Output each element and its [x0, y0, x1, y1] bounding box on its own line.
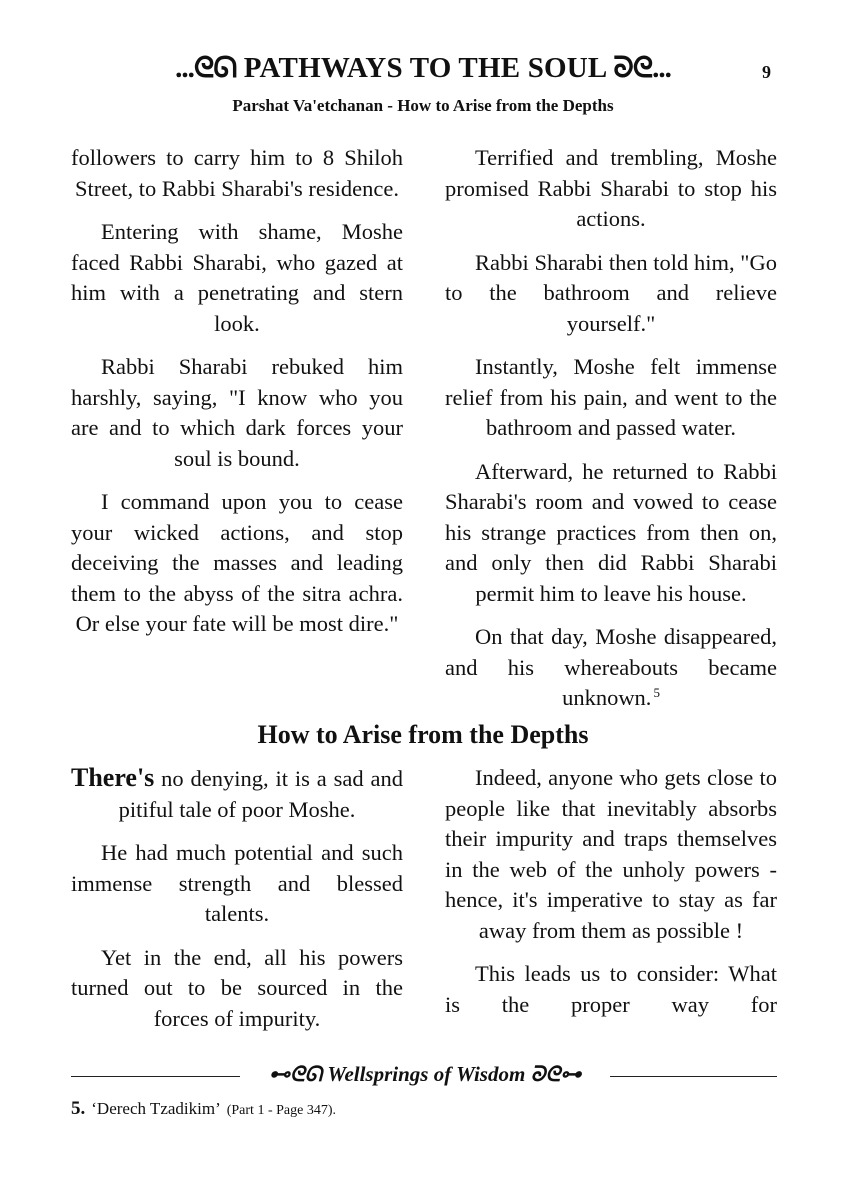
header-title-line [0, 52, 846, 85]
banner-ornament-right-icon: ᘐᘓ⊶ [530, 1062, 582, 1086]
footnote-source: ‘Derech Tzadikim’ [91, 1099, 221, 1118]
paragraph: Afterward, he returned to Rabbi Sharabi's room and vowed to cease his strange practices from then on, and only then did Rabbi Sharabi permit him to leave his house. [445, 458, 777, 606]
page-number: 9 [762, 62, 771, 82]
section2-right-column [445, 763, 777, 1020]
banner-text: Wellsprings of Wisdom [327, 1062, 526, 1086]
paragraph: Rabbi Sharabi rebuked him harshly, saying, "I know who you are and to which dark forces your soul is bound. [71, 354, 403, 471]
paragraph: Rabbi Sharabi then told him, "Go to the bathroom and relieve yourself." [445, 249, 777, 336]
footer-banner [240, 1062, 610, 1087]
section-heading: How to Arise from the Depths [257, 720, 589, 749]
book-title: PATHWAYS TO THE SOUL [243, 52, 606, 84]
footnote-reference: (Part 1 - Page 347). [226, 1103, 336, 1118]
paragraph: I command upon you to cease your wicked actions, and stop deceiving the masses and leading them to the abyss of the sitra achra. Or else your fate will be most dire." [71, 489, 403, 636]
chapter-subtitle: Parshat Va'etchanan - How to Arise from the Depths [232, 96, 614, 115]
ornament-right-icon: ᘐᘓ... [613, 52, 671, 84]
paragraph: Instantly, Moshe felt immense relief from his pain, and went to the bathroom and passed water. [445, 354, 777, 440]
paragraph-with-footnote [445, 622, 777, 714]
paragraph: He had much potential and such immense strength and blessed talents. [71, 840, 403, 926]
footnote [71, 1098, 336, 1120]
opening-text: no denying, it is a sad and pitiful tale of poor Moshe. [118, 766, 403, 822]
section1-left-column [71, 143, 403, 640]
opening-word: There's [71, 763, 155, 792]
paragraph: Yet in the end, all his powers turned out to be sourced in the forces of impurity. [71, 944, 403, 1031]
ornament-left-icon: ...ᘓᘏ [175, 52, 237, 84]
running-header [0, 52, 846, 88]
paragraph-text: On that day, Moshe disappeared, and his whereabouts became unknown. [445, 624, 777, 710]
footnote-marker[interactable]: 5 [653, 684, 660, 700]
footnote-number: 5. [71, 1098, 86, 1119]
paragraph: followers to carry him to 8 Shiloh Street, to Rabbi Sharabi's residence. [71, 145, 403, 201]
paragraph: This leads us to consider: What is the proper way for [445, 961, 777, 1017]
section2-left-column [71, 763, 403, 1034]
paragraph: Entering with shame, Moshe faced Rabbi Sharabi, who gazed at him with a penetrating and stern look. [71, 219, 403, 336]
paragraph: Indeed, anyone who gets close to people like that inevitably absorbs their impurity and traps themselves in the web of the unholy powers - hence, it's imperative to stay as far away from them as possible ! [445, 765, 777, 943]
opening-paragraph [71, 763, 403, 825]
section1-right-column [445, 143, 777, 714]
banner-ornament-left-icon: ⊷ᘓᘏ [268, 1062, 323, 1086]
paragraph: Terrified and trembling, Moshe promised Rabbi Sharabi to stop his actions. [445, 145, 777, 231]
